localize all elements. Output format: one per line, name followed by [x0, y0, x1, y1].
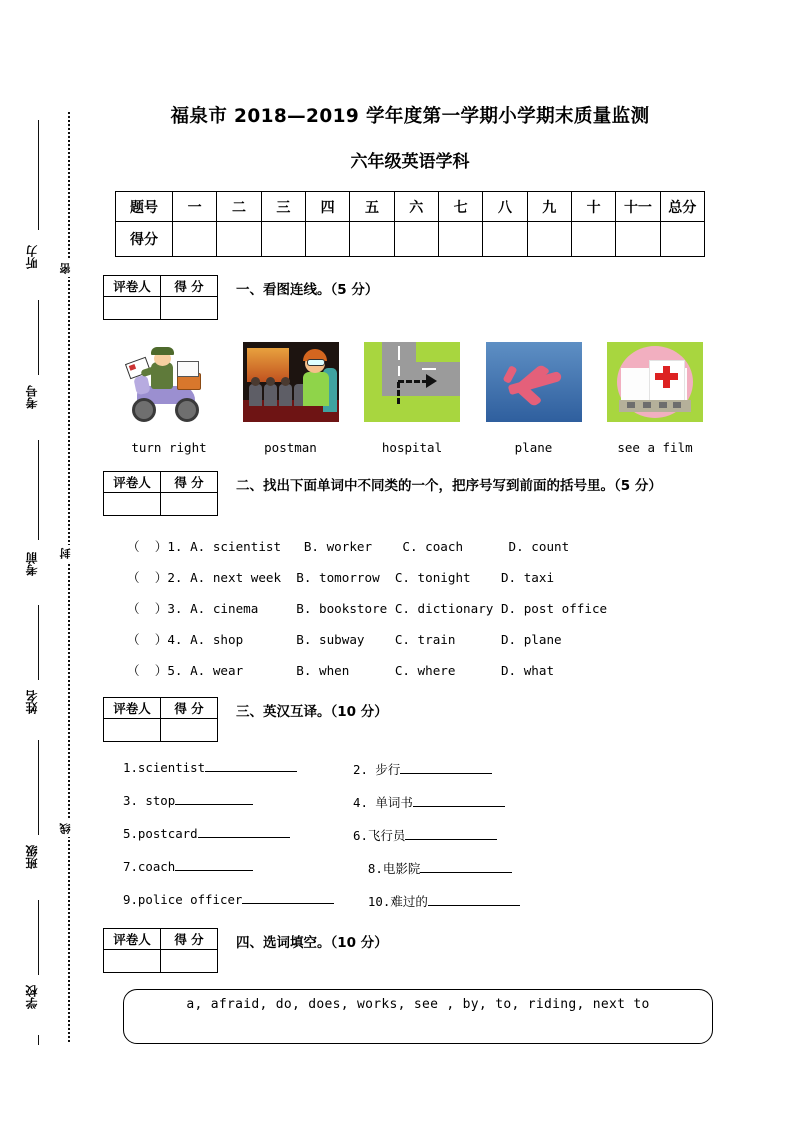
field-label-banji: 班级	[25, 845, 39, 869]
field-label-kaoqian: 考前	[25, 552, 39, 576]
q3-number: 2.	[353, 762, 368, 777]
section-header-q2	[103, 471, 725, 516]
q3-answer-blank[interactable]	[198, 837, 290, 838]
score-col-7: 七	[438, 192, 482, 222]
q1-picture-row	[117, 342, 707, 422]
field-rule-6	[38, 900, 39, 975]
grader-label-reviewer: 评卷人	[104, 472, 161, 493]
q3-term: 难过的	[390, 894, 428, 909]
grader-value-reviewer[interactable]	[104, 493, 161, 516]
q3-answer-blank[interactable]	[428, 905, 520, 906]
q1-word-3[interactable]: hospital	[381, 440, 443, 455]
section-header-q3	[103, 697, 725, 742]
list-item[interactable]: （ ）1. A. scientist B. worker C. coach D. count	[127, 539, 570, 554]
section-title-q2: 二、找出下面单词中不同类的一个，把序号写到前面的括号里。（5 分）	[236, 478, 662, 494]
score-cell-4[interactable]	[305, 222, 349, 257]
q1-picture-cell-3[interactable]	[360, 342, 464, 422]
q3-number: 10.	[367, 894, 391, 909]
score-col-10: 十	[571, 192, 615, 222]
q3-item-5	[123, 826, 353, 844]
q3-term: 飞行员	[367, 828, 406, 843]
q3-term: stop	[145, 793, 176, 808]
score-cell-2[interactable]	[217, 222, 261, 257]
field-rule-2	[38, 300, 39, 375]
q1-picture-cell-4[interactable]	[482, 342, 586, 422]
field-label-kaohao: 考号	[25, 385, 39, 409]
q1-word-5[interactable]: see a film	[617, 440, 693, 455]
q3-number: 5.	[123, 826, 138, 841]
field-label-tingli: 听力	[25, 245, 39, 269]
grader-value-reviewer[interactable]	[104, 719, 161, 742]
score-col-9: 九	[527, 192, 571, 222]
grader-label-reviewer: 评卷人	[104, 698, 161, 719]
q3-answer-blank[interactable]	[242, 903, 334, 904]
score-cell-11[interactable]	[616, 222, 660, 257]
score-col-3: 三	[261, 192, 305, 222]
q3-item-2	[353, 760, 603, 778]
score-cell-1[interactable]	[173, 222, 217, 257]
grader-value-reviewer[interactable]	[104, 950, 161, 973]
airplane-picture	[486, 342, 582, 422]
field-rule-7	[38, 1035, 39, 1045]
q3-answer-blank[interactable]	[413, 806, 505, 807]
section-title-q4: 四、选词填空。（10 分）	[236, 935, 388, 951]
grader-box-q4	[103, 928, 218, 973]
score-cell-9[interactable]	[527, 222, 571, 257]
q3-answer-blank[interactable]	[175, 804, 253, 805]
score-col-1: 一	[173, 192, 217, 222]
score-cell-total[interactable]	[660, 222, 704, 257]
seal-word-feng: 封	[60, 545, 80, 562]
score-cell-10[interactable]	[571, 222, 615, 257]
grader-value-score[interactable]	[161, 719, 218, 742]
seal-line-sidebar	[0, 0, 95, 1122]
q3-translation-grid	[123, 760, 725, 910]
q2-choice-list	[127, 536, 725, 679]
q3-number: 9.	[123, 892, 138, 907]
q3-number: 7.	[123, 859, 138, 874]
grader-label-reviewer: 评卷人	[104, 929, 161, 950]
q3-item-9	[123, 892, 353, 910]
score-col-4: 四	[305, 192, 349, 222]
q3-number: 4.	[353, 795, 368, 810]
table-row-headers	[116, 192, 705, 222]
score-cell-8[interactable]	[483, 222, 527, 257]
grader-label-reviewer: 评卷人	[104, 276, 161, 297]
list-item[interactable]: （ ）2. A. next week B. tomorrow C. tonight D. taxi	[127, 570, 555, 585]
grader-value-score[interactable]	[161, 493, 218, 516]
score-col-5: 五	[350, 192, 394, 222]
score-col-total: 总分	[660, 192, 704, 222]
q3-number: 6.	[353, 828, 368, 843]
q1-picture-cell-1[interactable]	[117, 342, 221, 422]
score-cell-7[interactable]	[438, 222, 482, 257]
grader-value-reviewer[interactable]	[104, 297, 161, 320]
seal-dotted-line	[68, 112, 70, 1042]
grader-value-score[interactable]	[161, 297, 218, 320]
q3-term: 电影院	[382, 861, 421, 876]
page-title: 福泉市 2018—2019 学年度第一学期小学期末质量监测	[170, 106, 650, 127]
seal-word-xian: 线	[60, 820, 80, 837]
q3-item-7	[123, 859, 353, 877]
seal-word-mi: 密	[60, 260, 80, 277]
q1-word-row	[117, 440, 707, 455]
q3-term: police officer	[137, 892, 243, 907]
field-label-xuexiao: 学校	[25, 985, 39, 1009]
q3-item-6	[353, 826, 603, 844]
grader-label-score: 得 分	[161, 929, 218, 950]
list-item[interactable]: （ ）4. A. shop B. subway C. train D. plane	[127, 632, 562, 647]
list-item[interactable]: （ ）3. A. cinema B. bookstore C. dictionary D. post office	[127, 601, 608, 616]
q3-term: postcard	[137, 826, 198, 841]
q1-picture-cell-2[interactable]	[239, 342, 343, 422]
grader-label-score: 得 分	[161, 698, 218, 719]
page-subtitle: 六年级英语学科	[350, 152, 470, 172]
grader-label-score: 得 分	[161, 276, 218, 297]
list-item[interactable]: （ ）5. A. wear B. when C. where D. what	[127, 663, 555, 678]
section-header-q1	[103, 275, 725, 320]
q3-item-10	[353, 892, 603, 910]
field-rule-1	[38, 120, 39, 230]
q3-term: coach	[137, 859, 176, 874]
q4-word-bank: a, afraid, do, does, works, see , by, to, riding, next to	[123, 989, 713, 1044]
q3-term: 单词书	[375, 795, 413, 810]
score-col-11: 十一	[616, 192, 660, 222]
score-col-8: 八	[483, 192, 527, 222]
field-label-xingming: 姓名	[25, 690, 39, 714]
field-rule-4	[38, 605, 39, 680]
q3-number: 8.	[367, 861, 383, 876]
q3-item-1	[123, 760, 353, 778]
score-cell-6[interactable]	[394, 222, 438, 257]
q3-term: scientist	[137, 760, 206, 775]
score-col-2: 二	[217, 192, 261, 222]
q3-answer-blank[interactable]	[420, 872, 512, 873]
q3-item-4	[353, 793, 603, 811]
section-title-q3: 三、英汉互译。（10 分）	[236, 704, 388, 720]
score-col-6: 六	[394, 192, 438, 222]
q1-word-1[interactable]: turn right	[131, 440, 207, 455]
grader-box-q3	[103, 697, 218, 742]
score-row-label-points: 得分	[116, 222, 173, 257]
q3-number: 1.	[123, 760, 138, 775]
postman-scooter-picture	[121, 342, 217, 422]
section-title-q1: 一、看图连线。（5 分）	[236, 282, 379, 298]
grader-value-score[interactable]	[161, 950, 218, 973]
q3-answer-blank[interactable]	[175, 870, 253, 871]
q1-picture-cell-5[interactable]	[603, 342, 707, 422]
field-rule-5	[38, 740, 39, 835]
cinema-audience-picture	[243, 342, 339, 422]
score-summary-table	[115, 191, 705, 257]
grader-box-q1	[103, 275, 218, 320]
q1-word-2[interactable]: postman	[264, 440, 317, 455]
grader-box-q2	[103, 471, 218, 516]
grader-label-score: 得 分	[161, 472, 218, 493]
hospital-picture	[607, 342, 703, 422]
q3-answer-blank[interactable]	[405, 839, 497, 840]
field-rule-3	[38, 440, 39, 540]
q3-item-8	[353, 859, 603, 877]
q3-answer-blank[interactable]	[205, 771, 297, 772]
q3-answer-blank[interactable]	[400, 773, 492, 774]
score-cell-5[interactable]	[350, 222, 394, 257]
q3-term: 步行	[375, 762, 401, 777]
q3-number: 3.	[123, 793, 138, 808]
score-row-label-number: 题号	[116, 192, 173, 222]
table-row-scores	[116, 222, 705, 257]
q1-word-4[interactable]: plane	[514, 440, 553, 455]
section-header-q4	[103, 928, 725, 973]
exam-paper-body	[95, 0, 725, 1044]
turn-right-road-sign-picture	[364, 342, 460, 422]
q3-item-3	[123, 793, 353, 811]
score-cell-3[interactable]	[261, 222, 305, 257]
